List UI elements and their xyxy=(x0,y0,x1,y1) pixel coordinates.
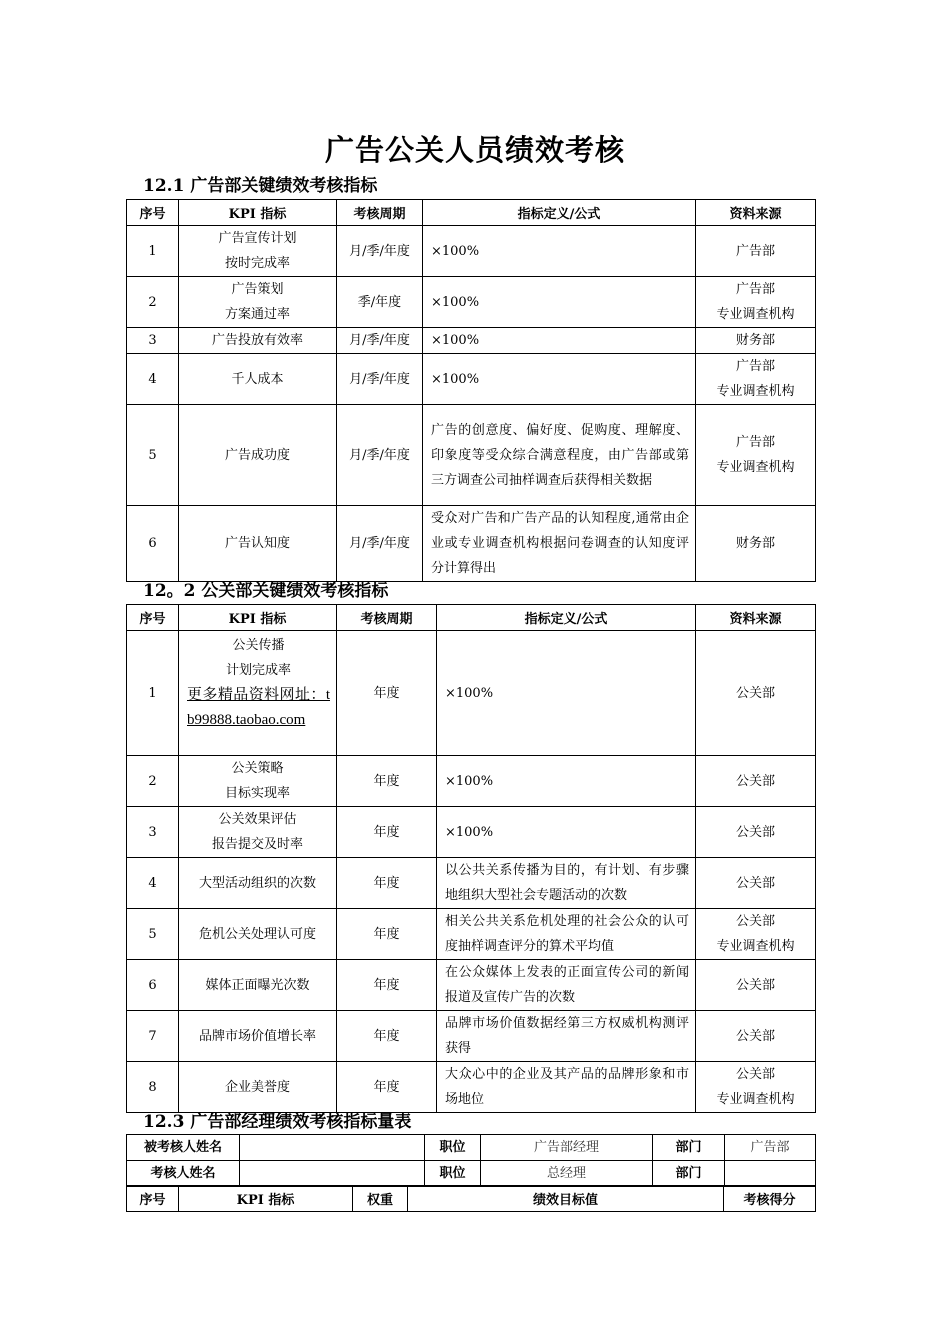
cell-def: 广告的创意度、偏好度、促购度、理解度、印象度等受众综合满意程度，由广告部或第三方调查公司抽样调查后获得相关数据 xyxy=(423,405,696,506)
cell-period: 年度 xyxy=(337,1011,437,1062)
cell-period: 年度 xyxy=(337,960,437,1011)
cell-seq: 2 xyxy=(127,756,179,807)
header-weight: 权重 xyxy=(353,1186,408,1212)
header-score: 考核得分 xyxy=(724,1186,816,1212)
cell-period: 年度 xyxy=(337,909,437,960)
cell-source: 公关部 xyxy=(696,858,816,909)
table-row xyxy=(127,858,816,909)
header-def: 指标定义/公式 xyxy=(423,200,696,226)
cell-kpi: 大型活动组织的次数 xyxy=(179,858,337,909)
cell-seq: 6 xyxy=(127,960,179,1011)
section-heading-12-2: 12。2 公关部关键绩效考核指标 xyxy=(143,581,389,601)
header-source: 资料来源 xyxy=(696,605,816,631)
table-row xyxy=(127,277,816,328)
cell-def: 相关公共关系危机处理的社会公众的认可度抽样调查评分的算术平均值 xyxy=(437,909,696,960)
cell-kpi: 媒体正面曝光次数 xyxy=(179,960,337,1011)
table-header-row xyxy=(127,605,816,631)
cell-def: 以公共关系传播为目的，有计划、有步骤地组织大型社会专题活动的次数 xyxy=(437,858,696,909)
table-row xyxy=(127,506,816,582)
header-period: 考核周期 xyxy=(337,605,437,631)
reviewee-name-value[interactable] xyxy=(240,1135,425,1161)
header-seq: 序号 xyxy=(127,605,179,631)
cell-source: 广告部 xyxy=(696,226,816,277)
table-header-row xyxy=(127,200,816,226)
department-label: 部门 xyxy=(653,1135,725,1161)
cell-def: 在公众媒体上发表的正面宣传公司的新闻报道及宣传广告的次数 xyxy=(437,960,696,1011)
cell-seq: 1 xyxy=(127,226,179,277)
header-kpi: KPI 指标 xyxy=(179,605,337,631)
cell-source: 公关部 xyxy=(696,960,816,1011)
cell-source: 公关部 xyxy=(696,1011,816,1062)
cell-seq: 5 xyxy=(127,405,179,506)
cell-source: 广告部 专业调查机构 xyxy=(696,354,816,405)
cell-kpi: 千人成本 xyxy=(179,354,337,405)
cell-def: ×100% xyxy=(423,277,696,328)
cell-seq: 4 xyxy=(127,354,179,405)
header-period: 考核周期 xyxy=(337,200,423,226)
section-heading-12-3: 12.3 广告部经理绩效考核指标量表 xyxy=(143,1112,412,1132)
position-value[interactable]: 广告部经理 xyxy=(481,1135,653,1161)
cell-period: 年度 xyxy=(337,631,437,756)
cell-kpi: 广告宣传计划 按时完成率 xyxy=(179,226,337,277)
department-label: 部门 xyxy=(653,1161,725,1187)
cell-kpi-text: 公关传播 计划完成率 xyxy=(225,638,291,678)
header-def: 指标定义/公式 xyxy=(437,605,696,631)
cell-kpi: 危机公关处理认可度 xyxy=(179,909,337,960)
cell-seq: 2 xyxy=(127,277,179,328)
cell-def: ×100% xyxy=(423,354,696,405)
reviewee-name-label: 被考核人姓名 xyxy=(127,1135,240,1161)
cell-kpi: 企业美誉度 xyxy=(179,1062,337,1113)
cell-seq: 1 xyxy=(127,631,179,756)
cell-source: 公关部 xyxy=(696,631,816,756)
cell-seq: 3 xyxy=(127,328,179,354)
cell-source: 公关部 专业调查机构 xyxy=(696,1062,816,1113)
cell-def: 大众心中的企业及其产品的品牌形象和市场地位 xyxy=(437,1062,696,1113)
cell-period: 年度 xyxy=(337,756,437,807)
cell-period: 月/季/年度 xyxy=(337,226,423,277)
cell-def: ×100% xyxy=(423,226,696,277)
table-row xyxy=(127,226,816,277)
cell-period: 年度 xyxy=(337,858,437,909)
cell-kpi: 广告投放有效率 xyxy=(179,328,337,354)
cell-period: 年度 xyxy=(337,1062,437,1113)
cell-def: ×100% xyxy=(423,328,696,354)
info-row xyxy=(127,1135,816,1161)
cell-period: 季/年度 xyxy=(337,277,423,328)
department-value[interactable] xyxy=(725,1161,816,1187)
cell-source: 公关部 专业调查机构 xyxy=(696,909,816,960)
reviewer-name-value[interactable] xyxy=(240,1161,425,1187)
table-row xyxy=(127,328,816,354)
cell-kpi: 公关效果评估 报告提交及时率 xyxy=(179,807,337,858)
cell-def: 受众对广告和广告产品的认知程度,通常由企业或专业调查机构根据问卷调查的认知度评分计算得出 xyxy=(423,506,696,582)
cell-source: 公关部 xyxy=(696,756,816,807)
cell-seq: 8 xyxy=(127,1062,179,1113)
header-target: 绩效目标值 xyxy=(408,1186,724,1212)
watermark-link-text[interactable]: 更多精品资料网址：tb99888.taobao.com xyxy=(187,687,330,728)
page-title: 广告公关人员绩效考核 xyxy=(324,133,625,167)
position-label: 职位 xyxy=(425,1135,481,1161)
cell-source: 财务部 xyxy=(696,328,816,354)
table-row xyxy=(127,631,816,756)
position-value[interactable]: 总经理 xyxy=(481,1161,653,1187)
header-seq: 序号 xyxy=(127,200,179,226)
cell-seq: 3 xyxy=(127,807,179,858)
cell-period: 月/季/年度 xyxy=(337,405,423,506)
cell-kpi: 品牌市场价值增长率 xyxy=(179,1011,337,1062)
cell-source: 财务部 xyxy=(696,506,816,582)
pr-kpi-table xyxy=(126,604,816,1113)
section-heading-12-1: 12.1 广告部关键绩效考核指标 xyxy=(143,176,378,196)
ad-kpi-table xyxy=(126,199,816,582)
manager-kpi-header-table xyxy=(126,1185,816,1212)
reviewer-name-label: 考核人姓名 xyxy=(127,1161,240,1187)
cell-source: 广告部 专业调查机构 xyxy=(696,405,816,506)
cell-period: 月/季/年度 xyxy=(337,328,423,354)
cell-kpi: 公关策略 目标实现率 xyxy=(179,756,337,807)
table-row xyxy=(127,1011,816,1062)
table-row xyxy=(127,756,816,807)
table-header-row xyxy=(127,1186,816,1212)
info-row xyxy=(127,1161,816,1187)
header-seq: 序号 xyxy=(127,1186,179,1212)
cell-kpi xyxy=(179,631,337,756)
header-kpi: KPI 指标 xyxy=(179,1186,353,1212)
table-row xyxy=(127,1062,816,1113)
cell-kpi: 广告策划 方案通过率 xyxy=(179,277,337,328)
position-label: 职位 xyxy=(425,1161,481,1187)
cell-kpi: 广告认知度 xyxy=(179,506,337,582)
cell-def: ×100% xyxy=(437,807,696,858)
cell-seq: 5 xyxy=(127,909,179,960)
cell-def: ×100% xyxy=(437,756,696,807)
table-row xyxy=(127,807,816,858)
department-value[interactable]: 广告部 xyxy=(725,1135,816,1161)
cell-def: 品牌市场价值数据经第三方权威机构测评获得 xyxy=(437,1011,696,1062)
cell-period: 月/季/年度 xyxy=(337,506,423,582)
cell-seq: 7 xyxy=(127,1011,179,1062)
cell-def: ×100% xyxy=(437,631,696,756)
cell-period: 月/季/年度 xyxy=(337,354,423,405)
cell-kpi: 广告成功度 xyxy=(179,405,337,506)
cell-seq: 6 xyxy=(127,506,179,582)
table-row xyxy=(127,405,816,506)
cell-source: 公关部 xyxy=(696,807,816,858)
table-row xyxy=(127,960,816,1011)
manager-kpi-info-table xyxy=(126,1134,816,1187)
header-kpi: KPI 指标 xyxy=(179,200,337,226)
table-row xyxy=(127,354,816,405)
cell-seq: 4 xyxy=(127,858,179,909)
cell-period: 年度 xyxy=(337,807,437,858)
cell-source: 广告部 专业调查机构 xyxy=(696,277,816,328)
table-row xyxy=(127,909,816,960)
header-source: 资料来源 xyxy=(696,200,816,226)
